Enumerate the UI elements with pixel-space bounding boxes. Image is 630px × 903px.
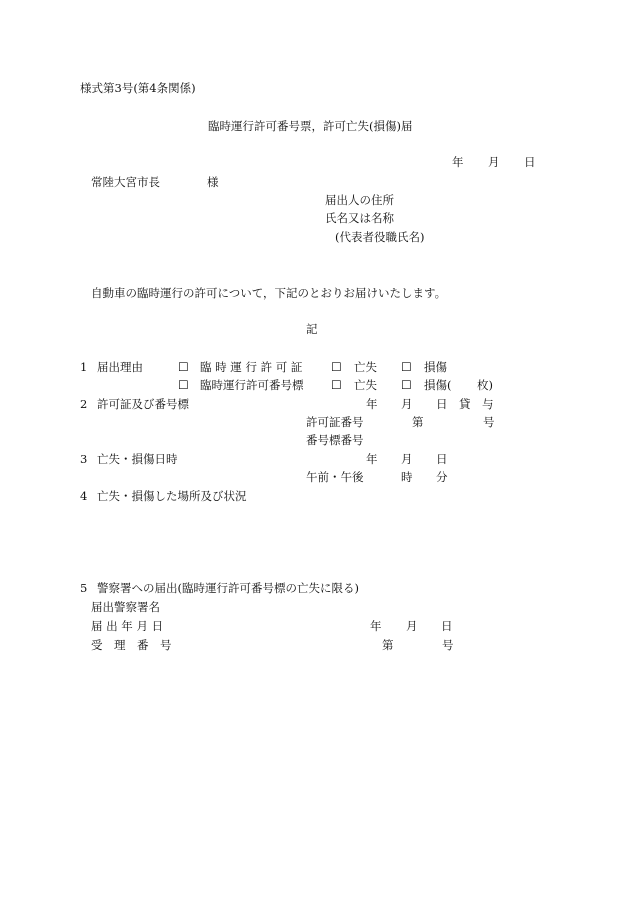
item1-label: 届出理由 bbox=[97, 360, 143, 374]
police-station-label: 届出警察署名 bbox=[91, 600, 160, 614]
police-date-year: 年 bbox=[370, 619, 382, 633]
option-plate-lost: 亡失 bbox=[354, 378, 377, 392]
receipt-number-dai: 第 bbox=[382, 638, 394, 652]
addressee-honorific: 様 bbox=[207, 175, 219, 189]
permit-number-label: 許可証番号 bbox=[306, 415, 364, 429]
item3-hour: 時 bbox=[401, 470, 413, 484]
date-day: 日 bbox=[524, 155, 536, 169]
item2-number: 2 bbox=[80, 397, 88, 411]
item1-number: 1 bbox=[80, 360, 88, 374]
option-permit-damaged: 損傷 bbox=[424, 360, 447, 374]
item2-give: 与 bbox=[482, 397, 494, 411]
police-date-month: 月 bbox=[406, 619, 418, 633]
body-text: 自動車の臨時運行の許可について，下記のとおりお届けいたします。 bbox=[91, 286, 447, 300]
item2-month: 月 bbox=[401, 397, 413, 411]
checkbox-permit[interactable]: ☐ bbox=[178, 360, 189, 374]
receipt-number-label: 受 理 番 号 bbox=[91, 638, 172, 652]
police-date-day: 日 bbox=[441, 619, 453, 633]
permit-number-go: 号 bbox=[483, 415, 495, 429]
form-number: 様式第3号(第4条関係) bbox=[80, 81, 196, 95]
option-count-unit: 枚) bbox=[477, 378, 493, 392]
page-title: 臨時運行許可番号票，許可亡失(損傷)届 bbox=[208, 119, 413, 133]
item3-month: 月 bbox=[401, 452, 413, 466]
item3-label: 亡失・損傷日時 bbox=[97, 452, 178, 466]
item3-year: 年 bbox=[366, 452, 378, 466]
checkbox-plate-damaged[interactable]: ☐ bbox=[401, 378, 412, 392]
applicant-name-label: 氏名又は名称 bbox=[325, 211, 394, 225]
police-date-label: 届 出 年 月 日 bbox=[91, 619, 164, 633]
date-month: 月 bbox=[488, 155, 500, 169]
checkbox-plate[interactable]: ☐ bbox=[178, 378, 189, 392]
date-year: 年 bbox=[452, 155, 464, 169]
item3-number: 3 bbox=[80, 452, 88, 466]
receipt-number-go: 号 bbox=[442, 638, 454, 652]
item4-number: 4 bbox=[80, 489, 88, 503]
item3-day: 日 bbox=[436, 452, 448, 466]
item3-minute: 分 bbox=[436, 470, 448, 484]
option-permit-lost: 亡失 bbox=[354, 360, 377, 374]
checkbox-permit-lost[interactable]: ☐ bbox=[331, 360, 342, 374]
ki-heading: 記 bbox=[306, 322, 318, 336]
option-plate-damaged-count: 損傷( bbox=[424, 378, 452, 392]
item2-day: 日 bbox=[436, 397, 448, 411]
item5-label: 警察署への届出(臨時運行許可番号標の亡失に限る) bbox=[97, 581, 359, 595]
option-plate: 臨時運行許可番号標 bbox=[200, 378, 304, 392]
checkbox-plate-lost[interactable]: ☐ bbox=[331, 378, 342, 392]
addressee-name: 常陸大宮市長 bbox=[91, 175, 160, 189]
item3-ampm: 午前・午後 bbox=[306, 470, 364, 484]
item2-year: 年 bbox=[366, 397, 378, 411]
checkbox-permit-damaged[interactable]: ☐ bbox=[401, 360, 412, 374]
item5-number: 5 bbox=[80, 581, 88, 595]
plate-number-label: 番号標番号 bbox=[306, 433, 364, 447]
permit-number-dai: 第 bbox=[412, 415, 424, 429]
item4-label: 亡失・損傷した場所及び状況 bbox=[97, 489, 247, 503]
item2-lend: 貸 bbox=[459, 397, 471, 411]
applicant-address-label: 届出人の住所 bbox=[325, 193, 394, 207]
option-permit: 臨 時 運 行 許 可 証 bbox=[200, 360, 303, 374]
item2-label: 許可証及び番号標 bbox=[97, 397, 189, 411]
applicant-representative-label: (代表者役職氏名) bbox=[335, 230, 425, 244]
